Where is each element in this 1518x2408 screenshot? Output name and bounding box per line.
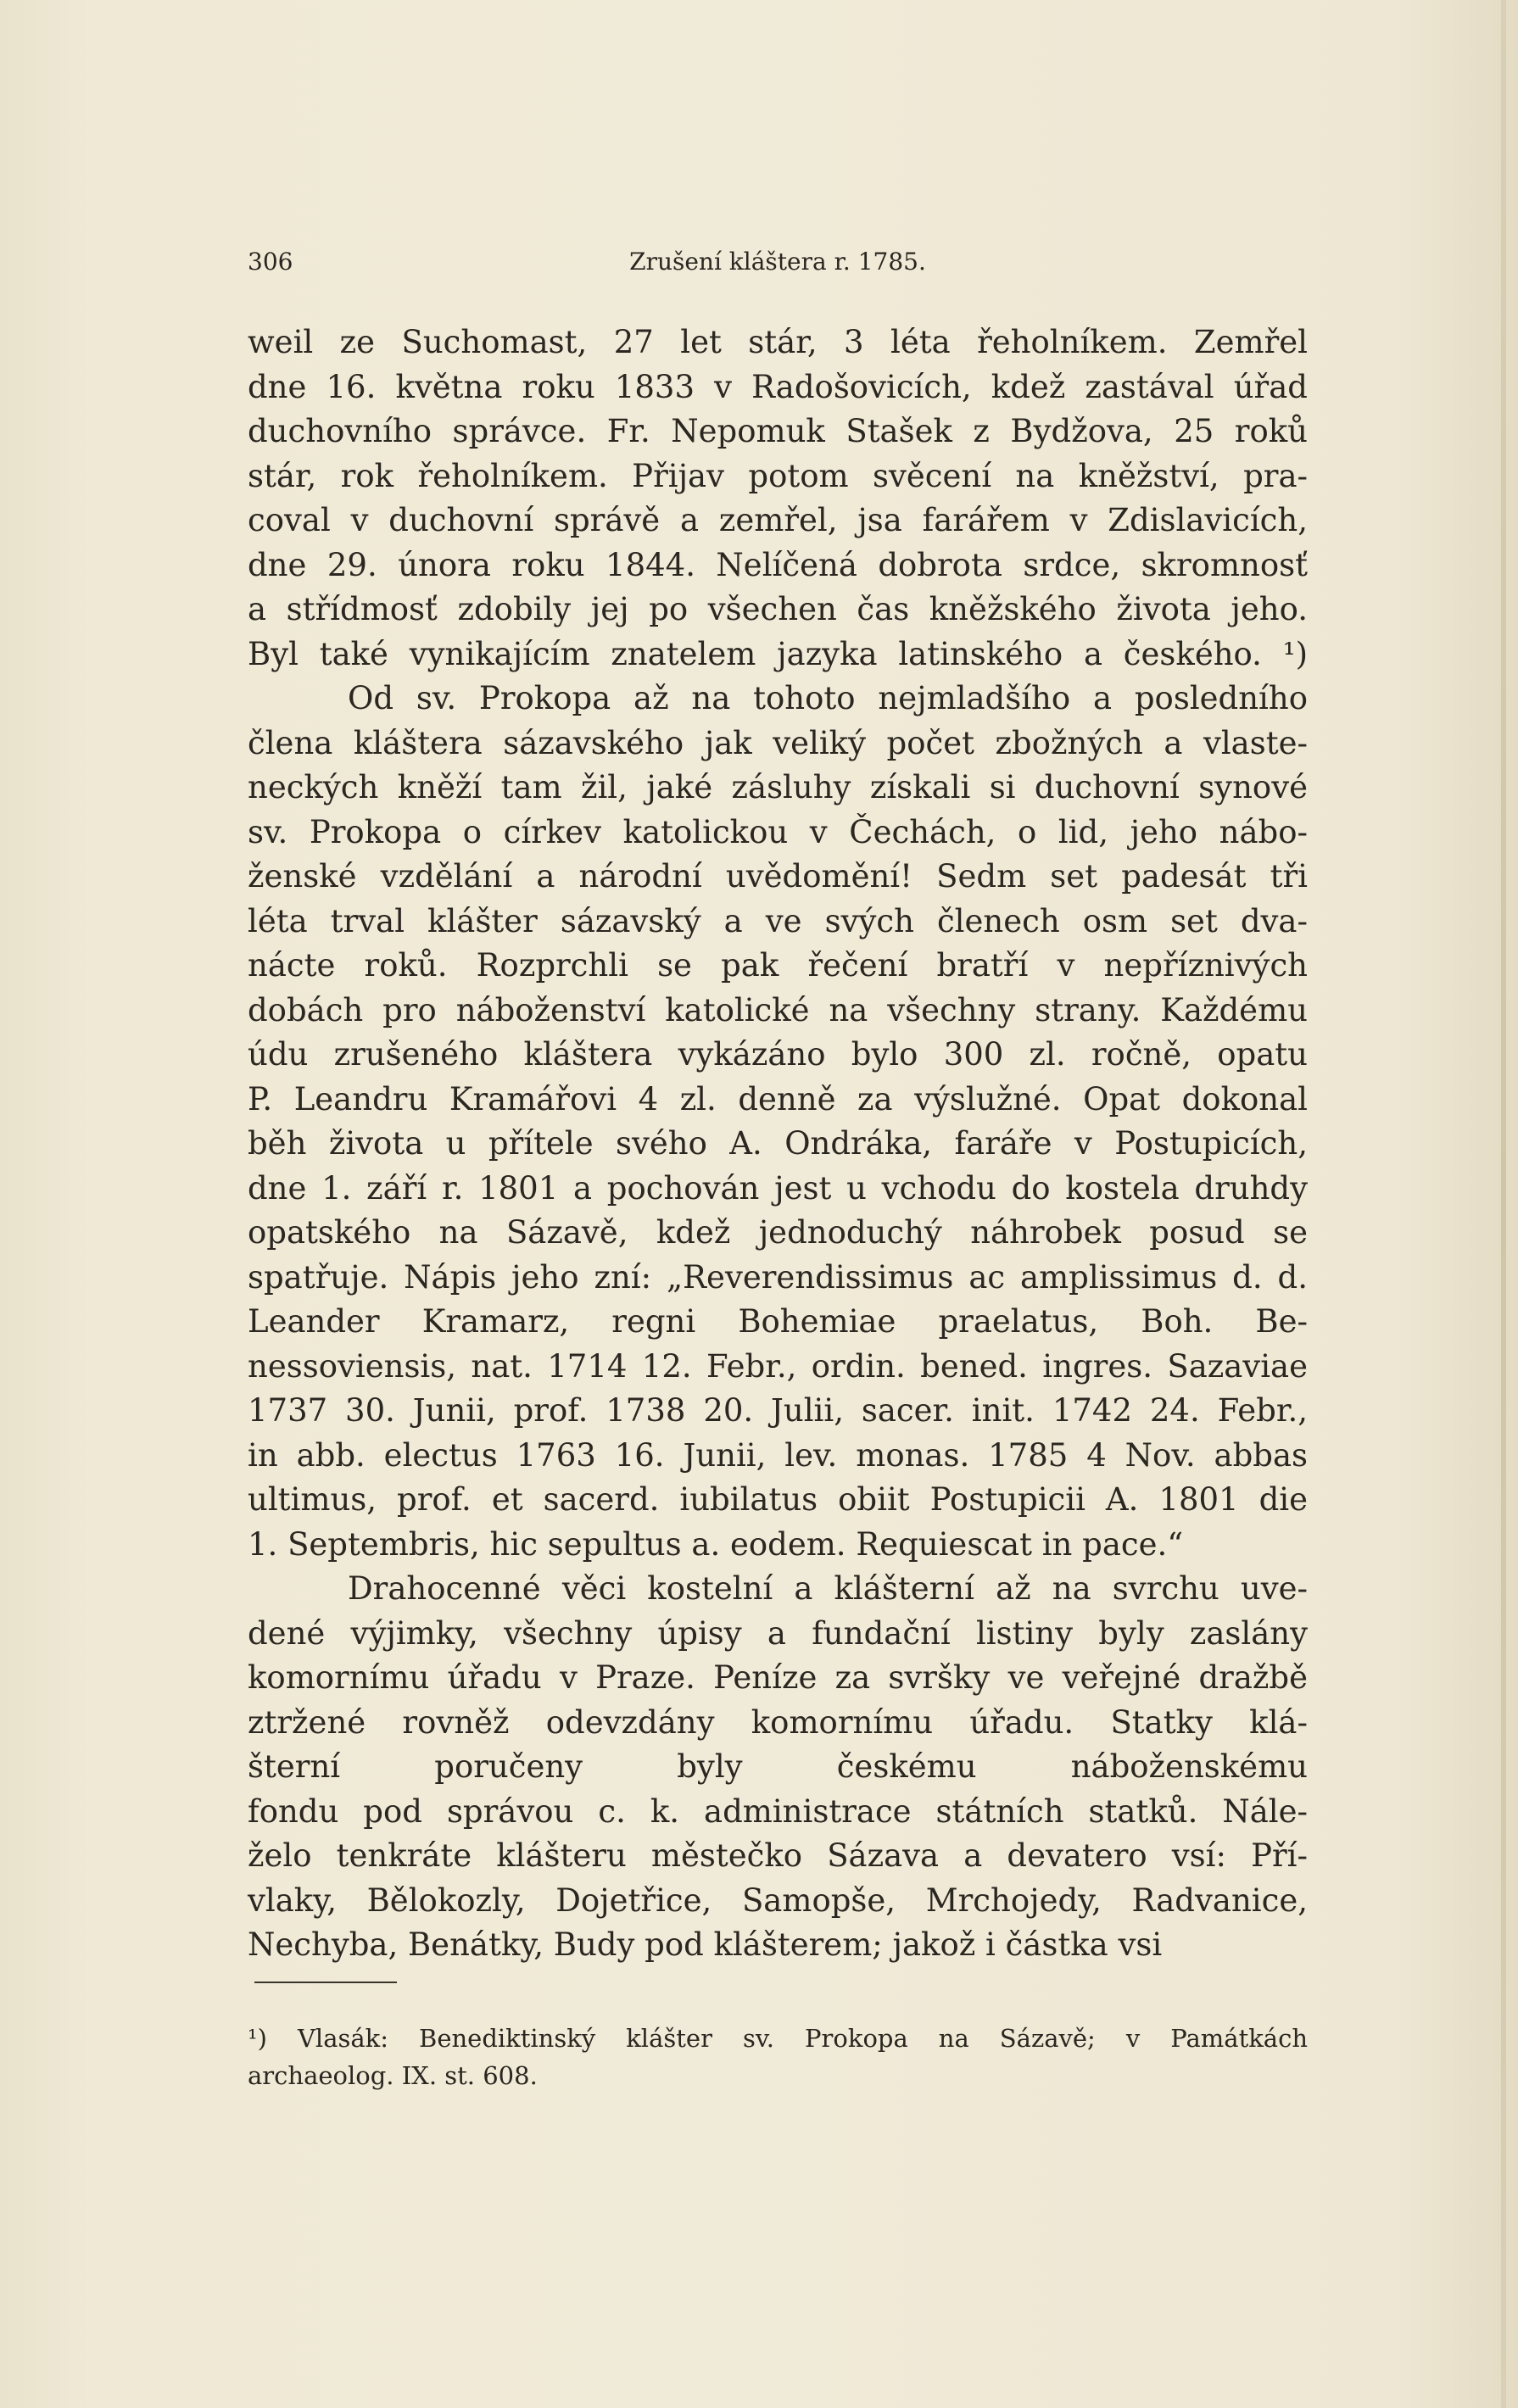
- text-line: stár, rok řeholníkem. Přijav potom svěcení na kněžství, pra-: [248, 457, 1308, 494]
- text-line: nessoviensis, nat. 1714 12. Febr., ordin. bened. ingres. Sazaviae: [248, 1347, 1308, 1385]
- text-line: fondu pod správou c. k. administrace státních statků. Nále-: [248, 1792, 1308, 1830]
- text-line: ztržené rovněž odevzdány komornímu úřadu. Statky klá-: [248, 1703, 1308, 1741]
- text-line: spatřuje. Nápis jeho zní: „Reverendissimus ac amplissimus d. d.: [248, 1258, 1308, 1296]
- text-line: neckých kněží tam žil, jaké zásluhy získali si duchovní synové: [248, 769, 1308, 805]
- page-edge: [1501, 0, 1506, 2408]
- text-line: komornímu úřadu v Praze. Peníze za svršky ve veřejné dražbě: [248, 1659, 1308, 1696]
- text-line: nácte roků. Rozprchli se pak řečení bratří v nepříznivých: [248, 947, 1308, 984]
- text-line: běh života u přítele svého A. Ondráka, faráře v Postupicích,: [248, 1125, 1308, 1162]
- text-line: in abb. electus 1763 16. Junii, lev. monas. 1785 4 Nov. abbas: [248, 1436, 1308, 1474]
- text-line: dne 1. září r. 1801 a pochován jest u vchodu do kostela druhdy: [248, 1169, 1308, 1207]
- text-line: Drahocenné věci kostelní a klášterní až na svrchu uve-: [348, 1570, 1308, 1607]
- text-line: opatského na Sázavě, kdež jednoduchý náhrobek posud se: [248, 1214, 1308, 1251]
- text-line: a střídmosť zdobily jej po všechen čas kněžského života jeho.: [248, 591, 1308, 627]
- text-line: vlaky, Bělokozly, Dojetřice, Samopše, Mrchojedy, Radvanice,: [248, 1881, 1308, 1919]
- text-line: želo tenkráte klášteru městečko Sázava a devatero vsí: Pří-: [248, 1837, 1308, 1874]
- text-line: 1737 30. Junii, prof. 1738 20. Julii, sacer. init. 1742 24. Febr.,: [248, 1392, 1308, 1429]
- footnote-line: ¹) Vlasák: Benediktinský klášter sv. Prokopa na Sázavě; v Památkách: [248, 2024, 1308, 2053]
- text-line: dne 29. února roku 1844. Nelíčená dobrota srdce, skromnosť: [248, 546, 1308, 583]
- page-number: 306: [248, 248, 293, 276]
- text-line: sv. Prokopa o církev katolickou v Čechách, o lid, jeho nábo-: [248, 813, 1308, 850]
- text-line: údu zrušeného kláštera vykázáno bylo 300 zl. ročně, opatu: [248, 1036, 1308, 1073]
- text-line: Leander Kramarz, regni Bohemiae praelatus, Boh. Be-: [248, 1303, 1308, 1340]
- page-header: [248, 248, 1308, 281]
- text-line: léta trval klášter sázavský a ve svých členech osm set dva-: [248, 902, 1308, 939]
- text-line: 1. Septembris, hic sepultus a. eodem. Requiescat in pace.“: [248, 1525, 1184, 1563]
- text-line: coval v duchovní správě a zemřel, jsa farářem v Zdislavicích,: [248, 502, 1308, 538]
- text-line: duchovního správce. Fr. Nepomuk Stašek z Bydžova, 25 roků: [248, 413, 1308, 449]
- text-line: ženské vzdělání a národní uvědomění! Sedm set padesát tři: [248, 858, 1308, 895]
- text-line: Byl také vynikajícím znatelem jazyka latinského a českého. ¹): [248, 635, 1308, 672]
- footnote-rule: [254, 1982, 397, 1983]
- footnote-line: archaeolog. IX. st. 608.: [248, 2061, 538, 2090]
- text-line: dobách pro náboženství katolické na všechny strany. Každému: [248, 991, 1308, 1028]
- text-line: P. Leandru Kramářovi 4 zl. denně za výslužné. Opat dokonal: [248, 1080, 1308, 1118]
- text-line: dené výjimky, všechny úpisy a fundační listiny byly zaslány: [248, 1614, 1308, 1652]
- text-line: člena kláštera sázavského jak veliký počet zbožných a vlaste-: [248, 724, 1308, 761]
- text-line: šterní poručeny byly českému náboženskému: [248, 1748, 1308, 1785]
- text-line: weil ze Suchomast, 27 let stár, 3 léta řeholníkem. Zemřel: [248, 324, 1308, 360]
- text-line: Nechyba, Benátky, Budy pod klášterem; jakož i částka vsi: [248, 1926, 1163, 1963]
- text-line: Od sv. Prokopa až na tohoto nejmladšího a posledního: [348, 680, 1308, 716]
- text-line: ultimus, prof. et sacerd. iubilatus obiit Postupicii A. 1801 die: [248, 1481, 1308, 1518]
- text-line: dne 16. května roku 1833 v Radošovicích, kdež zastával úřad: [248, 368, 1308, 405]
- footnotes: [248, 2020, 1308, 2094]
- body-text: [248, 321, 1308, 1968]
- running-title: Zrušení kláštera r. 1785.: [629, 248, 926, 276]
